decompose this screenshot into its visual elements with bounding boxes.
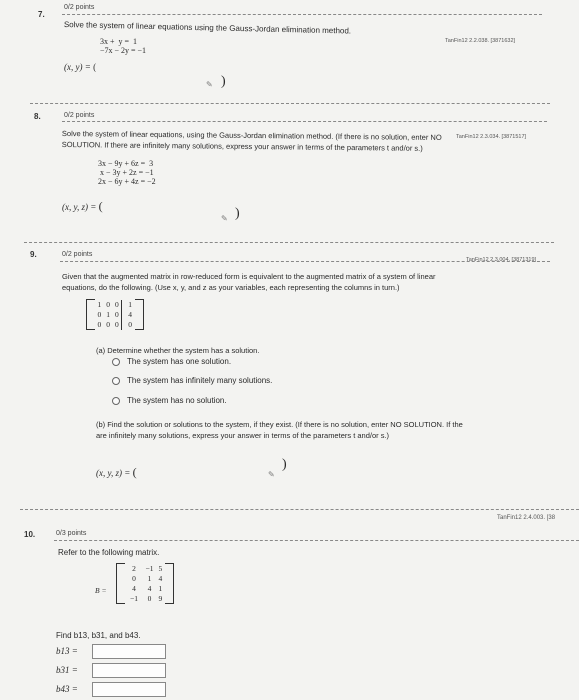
q7-instruction: Solve the system of linear equations using the Gauss-Jordan elimination method.: [63, 19, 352, 36]
q9-instruction-line-1: Given that the augmented matrix in row-reduced form is equivalent to the augmented matrix of a system of linear: [62, 272, 436, 281]
matrix-cell: 1: [106, 309, 110, 319]
matrix-cell: 5: [158, 563, 163, 573]
matrix-cell: 4: [122, 310, 135, 320]
q8-divider: [30, 103, 550, 104]
pencil-icon: ✎: [221, 214, 228, 223]
q7-number: 7.: [38, 10, 45, 19]
q10-find-text: Find b13, b31, and b43.: [56, 631, 141, 640]
q9-part-b-line-1: (b) Find the solution or solutions to the system, if they exist. (If there is no solution, enter NO SOLUTION. If the: [96, 420, 463, 429]
q9-number: 9.: [30, 250, 37, 259]
q7-reference: TanFin12 2.2.038. [3871632]: [445, 38, 516, 44]
matrix-cell: −1: [130, 593, 138, 603]
q7-equations: [100, 37, 146, 55]
q8-equation-2: x − 3y + 2z = −1: [98, 168, 154, 177]
q7-equation-2: −7x − 2y = −1: [100, 46, 147, 55]
radio-button[interactable]: [112, 397, 120, 405]
matrix-cell: 0: [115, 309, 119, 319]
q10-label-b31: b31 =: [56, 665, 78, 675]
matrix-cell: 0: [97, 319, 102, 329]
q7-answer-input[interactable]: [90, 60, 220, 78]
matrix-cell: 0: [106, 299, 110, 309]
q9-part-a: (a) Determine whether the system has a solution.: [96, 346, 260, 355]
radio-button[interactable]: [112, 377, 120, 385]
q10-divider: [20, 509, 579, 510]
q10-matrix-b: [116, 563, 174, 604]
q10-instruction: Refer to the following matrix.: [58, 548, 160, 557]
b43-input[interactable]: [92, 682, 166, 697]
q9-part-b-line-2: are infinitely many solutions, express your answer in terms of the parameters t and/or s.): [96, 431, 390, 440]
q8-equations: [98, 159, 156, 186]
q9-option-no-solution[interactable]: The system has no solution.: [112, 396, 227, 406]
matrix-cell: 0: [132, 573, 136, 583]
q9-reference: TanFin12 2.3.004. [3871319]: [466, 257, 537, 263]
pencil-icon: ✎: [206, 80, 213, 89]
q9-answer-label: (x, y, z) = (: [96, 465, 137, 479]
matrix-cell: 4: [158, 573, 163, 583]
matrix-cell: 0: [106, 319, 110, 329]
matrix-cell: 4: [147, 583, 152, 593]
q8-reference: TanFin12 2.3.034. [3871517]: [456, 134, 527, 140]
matrix-cell: 0: [122, 320, 135, 330]
q7-points: 0/2 points: [64, 4, 95, 11]
matrix-cell: 1: [147, 573, 152, 583]
q8-answer-input[interactable]: [118, 196, 228, 216]
q9-instruction: [62, 271, 562, 293]
q8-answer-label: (x, y, z) = (: [62, 199, 103, 213]
q10-matrix-label: B =: [95, 586, 107, 595]
q10-number: 10.: [24, 530, 36, 539]
q9-option-one-solution[interactable]: The system has one solution.: [112, 357, 231, 367]
q8-inner-divider: [62, 121, 547, 122]
q8-instruction-line-1: Solve the system of linear equations, using the Gauss-Jordan elimination method. (If there is no solution, enter NO: [61, 128, 442, 142]
matrix-cell: 0: [115, 319, 119, 329]
q8-number: 8.: [34, 112, 41, 121]
b13-input[interactable]: [92, 644, 166, 659]
q9-augmented-matrix: [86, 299, 144, 330]
matrix-cell: 1: [122, 300, 135, 310]
q9-option-infinite-solutions[interactable]: The system has infinitely many solutions.: [112, 376, 272, 386]
q8-equation-3: 2x − 6y + 4z = −2: [98, 177, 156, 186]
matrix-cell: 2: [132, 563, 136, 573]
q7-divider: [62, 14, 542, 15]
pencil-icon: ✎: [268, 470, 275, 479]
matrix-cell: 0: [147, 593, 152, 603]
q8-equation-1: 3x − 9y + 6z = 3: [98, 159, 154, 168]
matrix-cell: 0: [97, 309, 102, 319]
b31-input[interactable]: [92, 663, 166, 678]
q7-equation-1: 3x + y = 1: [100, 37, 138, 46]
matrix-cell: 9: [158, 593, 163, 603]
q10-points: 0/3 points: [56, 530, 87, 537]
matrix-cell: 0: [115, 299, 119, 309]
radio-button[interactable]: [112, 358, 120, 366]
matrix-cell: 4: [132, 583, 136, 593]
q9-part-b: [96, 419, 463, 441]
q10-label-b13: b13 =: [56, 646, 78, 656]
q9-instruction-line-2: equations, do the following. (Use x, y, and z as your variables, each representing the columns in turn.): [62, 283, 400, 292]
q8-answer-close: ): [235, 206, 240, 221]
matrix-cell: 1: [158, 583, 163, 593]
q10-label-b43: b43 =: [56, 684, 78, 694]
matrix-cell: −1: [145, 563, 154, 573]
q8-instruction: [62, 128, 532, 155]
q8-points: 0/2 points: [64, 112, 95, 119]
q8-instruction-line-2: SOLUTION. If there are infinitely many solutions, express your answer in terms of the parameters t and/or s.): [61, 139, 423, 153]
q10-inner-divider: [54, 540, 579, 541]
matrix-cell: 1: [97, 299, 102, 309]
q10-reference: TanFin12 2.4.003. [38: [497, 515, 556, 521]
q9-answer-input[interactable]: [152, 462, 282, 482]
q9-answer-close: ): [282, 457, 287, 472]
q9-points: 0/2 points: [62, 251, 93, 258]
q7-answer-close: ): [221, 74, 226, 89]
q9-divider: [24, 242, 554, 243]
q7-answer-label: (x, y) = (: [64, 62, 97, 72]
